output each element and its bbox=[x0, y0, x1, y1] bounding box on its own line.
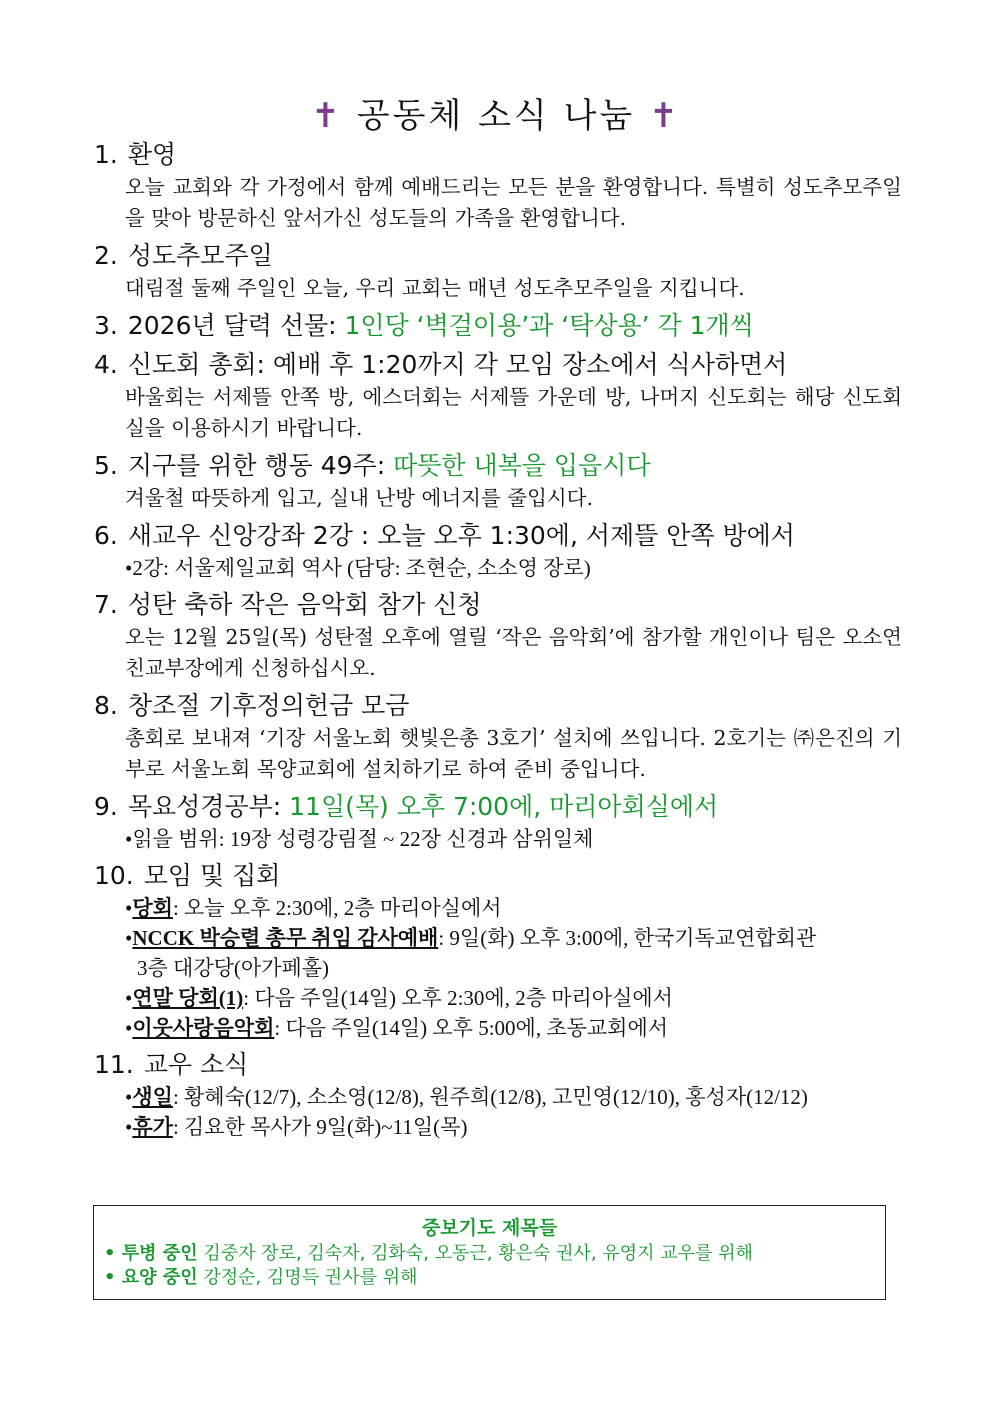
page-title-text: 공동체 소식 나눔 bbox=[356, 96, 636, 136]
item-heading: 환영 bbox=[127, 140, 177, 169]
member-news-line: •휴가: 김요한 목사가 9일(화)~11일(목) bbox=[125, 1115, 468, 1139]
news-list bbox=[94, 138, 902, 1147]
item-number: 5. bbox=[94, 451, 118, 480]
item-body: 오늘 교회와 각 가정에서 함께 예배드리는 모든 분을 환영합니다. 특별히 성도추모주일을 맞아 방문하신 앞서가신 성도들의 가족을 환영합니다. bbox=[125, 175, 902, 230]
news-item-earth-action bbox=[94, 449, 902, 514]
meeting-label: NCCK 박승렬 총무 취임 감사예배 bbox=[132, 926, 439, 950]
item-heading: 신도회 총회: 예배 후 1:20까지 각 모임 장소에서 식사하면서 bbox=[127, 350, 788, 379]
item-body: 대림절 둘째 주일인 오늘, 우리 교회는 매년 성도추모주일을 지킵니다. bbox=[125, 276, 745, 300]
member-news-text: : 김요한 목사가 9일(화)~11일(목) bbox=[172, 1115, 468, 1139]
item-body: 바울회는 서제뜰 안쪽 방, 에스더회는 서제뜰 가운데 방, 나머지 신도회는 해당 신도회실을 이용하시기 바랍니다. bbox=[125, 385, 902, 440]
news-item-bible-study bbox=[94, 790, 902, 854]
item-highlight: 1인당 ‘벽걸이용’과 ‘탁상용’ 각 1개씩 bbox=[344, 311, 754, 340]
item-body: 겨울철 따뜻하게 입고, 실내 난방 에너지를 줄입시다. bbox=[125, 486, 593, 510]
meeting-line: •NCCK 박승렬 총무 취임 감사예배: 9일(화) 오후 3:00에, 한국기독교연합회관 3층 대강당(아가페홀) bbox=[94, 923, 902, 983]
item-number: 10. bbox=[94, 861, 134, 890]
meeting-text: : 다음 주일(14일) 오후 2:30에, 2층 마리아실에서 bbox=[243, 986, 673, 1010]
meeting-label: 연말 당회(1) bbox=[132, 986, 244, 1010]
prayer-text: 김중자 장로, 김숙자, 김화숙, 오동근, 황은숙 권사, 유영지 교우를 위해 bbox=[197, 1243, 753, 1264]
item-highlight: 따뜻한 내복을 입읍시다 bbox=[393, 451, 651, 480]
meeting-line: •당회: 오늘 오후 2:30에, 2층 마리아실에서 bbox=[125, 896, 502, 920]
news-item-christmas-concert bbox=[94, 588, 902, 684]
item-sub: •읽을 범위: 19장 성령강림절 ~ 22장 신경과 삼위일체 bbox=[125, 827, 594, 851]
item-number: 9. bbox=[94, 792, 118, 821]
item-heading: 교우 소식 bbox=[143, 1050, 249, 1079]
meeting-text: : 다음 주일(14일) 오후 5:00에, 초동교회에서 bbox=[274, 1016, 669, 1040]
member-news-label: 생일 bbox=[132, 1085, 173, 1109]
prayer-title: 중보기도 제목들 bbox=[421, 1217, 558, 1239]
cross-icon: ✝ bbox=[311, 96, 343, 136]
item-number: 6. bbox=[94, 521, 118, 550]
news-item-new-member-lecture bbox=[94, 519, 902, 583]
news-item-climate-offering bbox=[94, 689, 902, 785]
member-news-text: : 황혜숙(12/7), 소소영(12/8), 원주희(12/8), 고민영(12/10), 홍성자(12/12) bbox=[172, 1085, 808, 1109]
item-heading: 성탄 축하 작은 음악회 참가 신청 bbox=[127, 590, 482, 619]
prayer-label: • 투병 중인 bbox=[104, 1243, 198, 1264]
item-number: 4. bbox=[94, 350, 118, 379]
prayer-box bbox=[93, 1205, 886, 1300]
item-number: 3. bbox=[94, 311, 118, 340]
prayer-line bbox=[94, 1266, 885, 1290]
item-highlight: 11일(목) 오후 7:00에, 마리아회실에서 bbox=[289, 792, 719, 821]
meeting-line: •연말 당회(1): 다음 주일(14일) 오후 2:30에, 2층 마리아실에서 bbox=[125, 986, 673, 1010]
item-heading: 모임 및 집회 bbox=[143, 861, 281, 890]
meeting-text: : 오늘 오후 2:30에, 2층 마리아실에서 bbox=[172, 896, 502, 920]
item-number: 2. bbox=[94, 241, 118, 270]
item-number: 8. bbox=[94, 691, 118, 720]
item-number: 11. bbox=[94, 1050, 134, 1079]
news-item-calendar-gift bbox=[94, 309, 902, 343]
item-heading: 2026년 달력 선물: bbox=[127, 311, 337, 340]
item-number: 7. bbox=[94, 590, 118, 619]
cross-icon: ✝ bbox=[649, 96, 681, 136]
member-news-label: 휴가 bbox=[132, 1115, 173, 1139]
news-item-welcome bbox=[94, 138, 902, 234]
prayer-text: 강정순, 김명득 권사를 위해 bbox=[197, 1267, 418, 1288]
page-title bbox=[0, 88, 992, 137]
item-heading: 목요성경공부: bbox=[127, 792, 282, 821]
meeting-label: 이웃사랑음악회 bbox=[132, 1016, 275, 1040]
item-heading: 창조절 기후정의헌금 모금 bbox=[127, 691, 410, 720]
meeting-line: •이웃사랑음악회: 다음 주일(14일) 오후 5:00에, 초동교회에서 bbox=[125, 1016, 669, 1040]
item-body: 총회로 보내져 ‘기장 서울노회 햇빛은총 3호기’ 설치에 쓰입니다. 2호기는 ㈜은진의 기부로 서울노회 목양교회에 설치하기로 하여 준비 중입니다. bbox=[125, 726, 902, 781]
news-item-meetings bbox=[94, 859, 902, 1043]
item-sub: •2강: 서울제일교회 역사 (담당: 조현순, 소소영 장로) bbox=[125, 556, 591, 580]
meeting-text-continued: 3층 대강당(아가페홀) bbox=[137, 956, 330, 980]
news-item-general-assembly bbox=[94, 348, 902, 444]
item-heading: 성도추모주일 bbox=[127, 241, 273, 270]
news-item-memorial-sunday bbox=[94, 239, 902, 304]
item-heading: 지구를 위한 행동 49주: bbox=[127, 451, 386, 480]
meeting-text: : 9일(화) 오후 3:00에, 한국기독교연합회관 bbox=[438, 926, 817, 950]
item-body: 오는 12월 25일(목) 성탄절 오후에 열릴 ‘작은 음악회’에 참가할 개인이나 팀은 오소연 친교부장에게 신청하십시오. bbox=[125, 625, 902, 680]
member-news-line: •생일: 황혜숙(12/7), 소소영(12/8), 원주희(12/8), 고민영(12/10), 홍성자(12/12) bbox=[125, 1085, 808, 1109]
prayer-label: • 요양 중인 bbox=[104, 1267, 198, 1288]
prayer-line bbox=[94, 1242, 885, 1266]
item-heading: 새교우 신앙강좌 2강 : 오늘 오후 1:30에, 서제뜰 안쪽 방에서 bbox=[127, 521, 795, 550]
item-number: 1. bbox=[94, 140, 118, 169]
meeting-label: 당회 bbox=[132, 896, 173, 920]
news-item-member-news bbox=[94, 1048, 902, 1142]
